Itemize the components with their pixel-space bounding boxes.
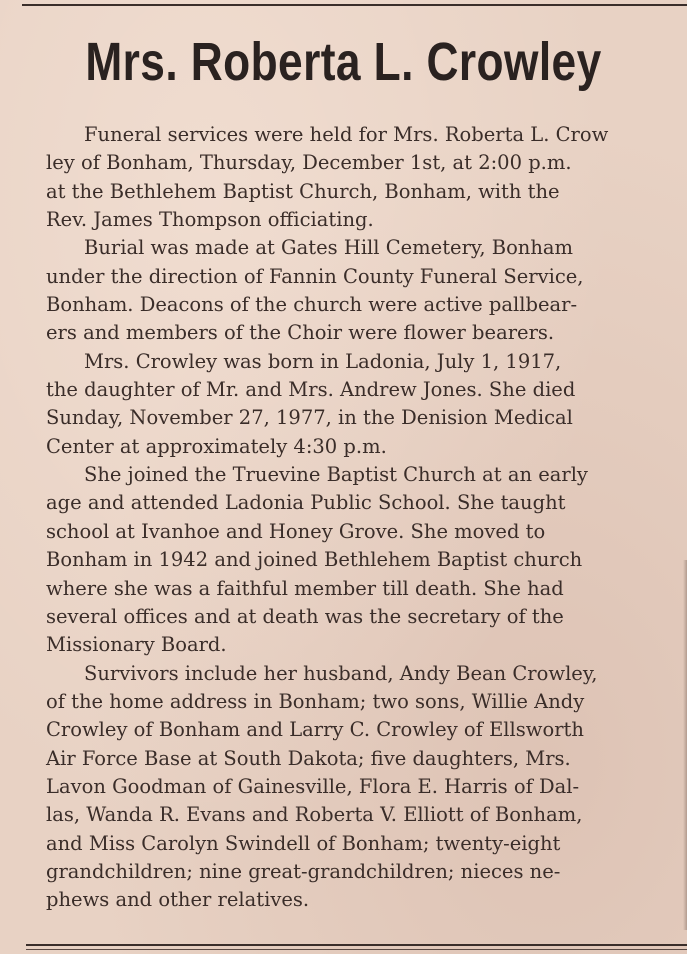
bottom-rule-thin xyxy=(26,949,687,950)
text-line: She joined the Truevine Baptist Church at an early xyxy=(84,463,588,487)
top-rule xyxy=(22,4,687,6)
text-line: Air Force Base at South Dakota; five daughters, Mrs. xyxy=(46,746,571,770)
text-line: las, Wanda R. Evans and Roberta V. Elliott of Bonham, xyxy=(46,803,583,827)
text-line: phews and other relatives. xyxy=(46,888,310,912)
text-line: and Miss Carolyn Swindell of Bonham; twenty-eight xyxy=(46,831,561,855)
text-line: age and attended Ladonia Public School. She taught xyxy=(46,491,566,515)
text-line: Burial was made at Gates Hill Cemetery, Bonham xyxy=(84,236,574,260)
text-line: at the Bethlehem Baptist Church, Bonham, with the xyxy=(46,179,560,203)
text-line: Rev. James Thompson officiating. xyxy=(46,208,374,232)
text-line: Lavon Goodman of Gainesville, Flora E. Harris of Dal- xyxy=(46,774,580,798)
text-line: under the direction of Fannin County Funeral Service, xyxy=(46,264,584,288)
text-line: Survivors include her husband, Andy Bean Crowley, xyxy=(84,661,598,685)
text-line: Crowley of Bonham and Larry C. Crowley of Ellsworth xyxy=(46,718,584,742)
obituary-headline: Mrs. Roberta L. Crowley xyxy=(85,32,602,92)
text-line: several offices and at death was the secretary of the xyxy=(46,604,564,628)
text-line: of the home address in Bonham; two sons, Willie Andy xyxy=(46,689,585,713)
text-line: grandchildren; nine great-grandchildren; nieces ne- xyxy=(46,859,561,883)
text-line: Sunday, November 27, 1977, in the Denision Medical xyxy=(46,406,573,430)
text-line: Missionary Board. xyxy=(46,633,227,657)
text-line: Mrs. Crowley was born in Ladonia, July 1, 1917, xyxy=(84,349,562,373)
text-line: Bonham. Deacons of the church were active pallbear- xyxy=(46,293,578,317)
bottom-rule xyxy=(26,944,687,946)
text-line: Bonham in 1942 and joined Bethlehem Baptist church xyxy=(46,548,583,572)
obituary-body xyxy=(46,121,687,915)
text-line: Center at approximately 4:30 p.m. xyxy=(46,434,387,458)
text-line: Funeral services were held for Mrs. Roberta L. Crow xyxy=(84,123,609,146)
text-line: where she was a faithful member till death. She had xyxy=(46,576,564,600)
text-line: the daughter of Mr. and Mrs. Andrew Jones. She died xyxy=(46,378,576,402)
text-line: ers and members of the Choir were flower bearers. xyxy=(46,321,555,345)
page-edge-shadow xyxy=(683,560,687,930)
text-line: school at Ivanhoe and Honey Grove. She moved to xyxy=(46,519,546,543)
text-line: ley of Bonham, Thursday, December 1st, at 2:00 p.m. xyxy=(46,151,572,175)
